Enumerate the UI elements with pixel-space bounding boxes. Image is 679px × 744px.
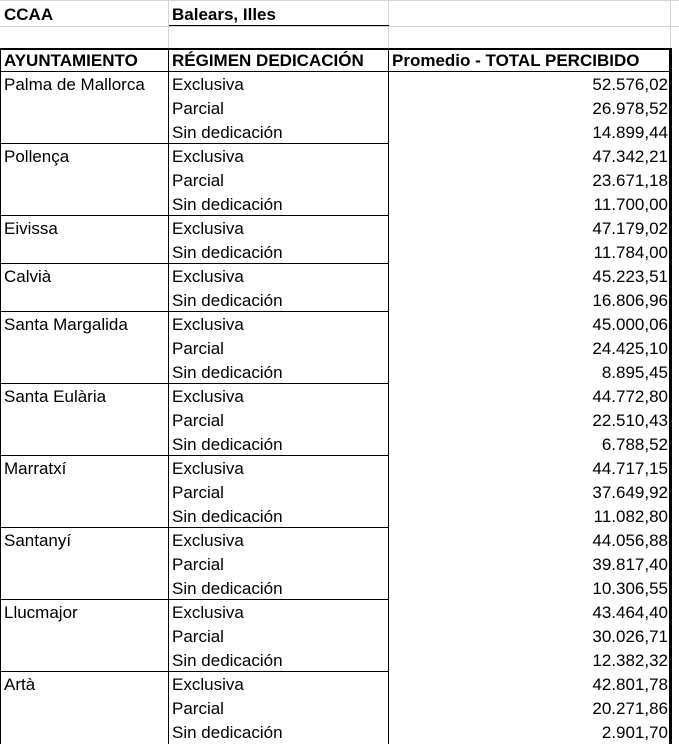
- total-cell[interactable]: 30.026,71: [592, 627, 668, 646]
- column-header-ayuntamiento[interactable]: AYUNTAMIENTO: [4, 51, 138, 70]
- total-cell[interactable]: 26.978,52: [592, 99, 668, 118]
- regimen-cell[interactable]: Exclusiva: [172, 387, 244, 406]
- total-cell[interactable]: 44.772,80: [592, 387, 668, 406]
- total-cell[interactable]: 44.717,15: [592, 459, 668, 478]
- total-cell[interactable]: 20.271,86: [592, 699, 668, 718]
- regimen-cell[interactable]: Parcial: [172, 411, 224, 430]
- regimen-cell[interactable]: Exclusiva: [172, 603, 244, 622]
- regimen-cell[interactable]: Sin dedicación: [172, 123, 283, 142]
- regimen-cell[interactable]: Parcial: [172, 699, 224, 718]
- regimen-cell[interactable]: Sin dedicación: [172, 363, 283, 382]
- regimen-cell[interactable]: Sin dedicación: [172, 243, 283, 262]
- total-cell[interactable]: 47.342,21: [592, 147, 668, 166]
- group-separator: [0, 671, 389, 672]
- regimen-cell[interactable]: Sin dedicación: [172, 435, 283, 454]
- table-border-top: [0, 48, 671, 50]
- total-cell[interactable]: 22.510,43: [592, 411, 668, 430]
- group-separator: [0, 311, 389, 312]
- regimen-cell[interactable]: Parcial: [172, 99, 224, 118]
- total-cell[interactable]: 45.000,06: [592, 315, 668, 334]
- regimen-cell[interactable]: Sin dedicación: [172, 195, 283, 214]
- total-cell[interactable]: 11.082,80: [593, 507, 668, 526]
- total-cell[interactable]: 37.649,92: [592, 483, 668, 502]
- total-cell[interactable]: 39.817,40: [592, 555, 668, 574]
- total-cell[interactable]: 42.801,78: [592, 675, 668, 694]
- total-cell[interactable]: 11.700,00: [593, 195, 668, 214]
- group-separator: [0, 263, 389, 264]
- total-cell[interactable]: 10.306,55: [592, 579, 668, 598]
- total-cell[interactable]: 8.895,45: [601, 363, 668, 382]
- municipio-cell[interactable]: Santanyí: [4, 531, 72, 550]
- municipio-cell[interactable]: Santa Margalida: [4, 315, 128, 334]
- regimen-cell[interactable]: Exclusiva: [172, 219, 244, 238]
- regimen-cell[interactable]: Sin dedicación: [172, 507, 283, 526]
- regimen-cell[interactable]: Exclusiva: [172, 315, 244, 334]
- ccaa-label[interactable]: CCAA: [4, 5, 54, 24]
- total-cell[interactable]: 11.784,00: [593, 243, 668, 262]
- column-header-total[interactable]: Promedio - TOTAL PERCIBIDO: [392, 51, 640, 70]
- regimen-cell[interactable]: Exclusiva: [172, 267, 244, 286]
- group-separator: [0, 215, 389, 216]
- total-cell[interactable]: 43.464,40: [592, 603, 668, 622]
- regimen-cell[interactable]: Parcial: [172, 627, 224, 646]
- total-cell[interactable]: 23.671,18: [592, 171, 668, 190]
- regimen-cell[interactable]: Exclusiva: [172, 147, 244, 166]
- municipio-cell[interactable]: Eivissa: [4, 219, 58, 238]
- municipio-cell[interactable]: Calvià: [4, 267, 52, 286]
- regimen-cell[interactable]: Sin dedicación: [172, 579, 283, 598]
- municipio-cell[interactable]: Llucmajor: [4, 603, 78, 622]
- column-separator: [168, 48, 169, 744]
- header-bottom-border: [0, 71, 671, 72]
- regimen-cell[interactable]: Parcial: [172, 555, 224, 574]
- municipio-cell[interactable]: Marratxí: [4, 459, 67, 478]
- group-separator: [0, 527, 389, 528]
- total-cell[interactable]: 44.056,88: [592, 531, 668, 550]
- group-separator: [0, 143, 389, 144]
- ccaa-filter-value[interactable]: Balears, Illes: [169, 2, 389, 26]
- column-separator: [388, 48, 389, 744]
- regimen-cell[interactable]: Parcial: [172, 483, 224, 502]
- regimen-cell[interactable]: Exclusiva: [172, 459, 244, 478]
- total-cell[interactable]: 2.901,70: [601, 723, 668, 742]
- group-separator: [0, 383, 389, 384]
- regimen-cell[interactable]: Sin dedicación: [172, 651, 283, 670]
- total-cell[interactable]: 6.788,52: [601, 435, 668, 454]
- regimen-cell[interactable]: Sin dedicación: [172, 291, 283, 310]
- regimen-cell[interactable]: Sin dedicación: [172, 723, 283, 742]
- total-cell[interactable]: 47.179,02: [592, 219, 668, 238]
- regimen-cell[interactable]: Exclusiva: [172, 675, 244, 694]
- municipio-cell[interactable]: Santa Eulària: [4, 387, 107, 406]
- table-border-left: [0, 48, 1, 744]
- regimen-cell[interactable]: Parcial: [172, 339, 224, 358]
- total-cell[interactable]: 14.899,44: [592, 123, 668, 142]
- total-cell[interactable]: 52.576,02: [592, 75, 668, 94]
- group-separator: [0, 599, 389, 600]
- group-separator: [0, 455, 389, 456]
- regimen-cell[interactable]: Parcial: [172, 171, 224, 190]
- regimen-cell[interactable]: Exclusiva: [172, 531, 244, 550]
- table-border-right: [669, 48, 672, 744]
- municipio-cell[interactable]: Pollença: [4, 147, 70, 166]
- regimen-cell[interactable]: Exclusiva: [172, 75, 244, 94]
- total-cell[interactable]: 45.223,51: [592, 267, 668, 286]
- municipio-cell[interactable]: Palma de Mallorca: [4, 75, 145, 94]
- total-cell[interactable]: 24.425,10: [592, 339, 668, 358]
- municipio-cell[interactable]: Artà: [4, 675, 36, 694]
- total-cell[interactable]: 12.382,32: [592, 651, 668, 670]
- column-header-regimen[interactable]: RÉGIMEN DEDICACIÓN: [172, 51, 364, 70]
- total-cell[interactable]: 16.806,96: [592, 291, 668, 310]
